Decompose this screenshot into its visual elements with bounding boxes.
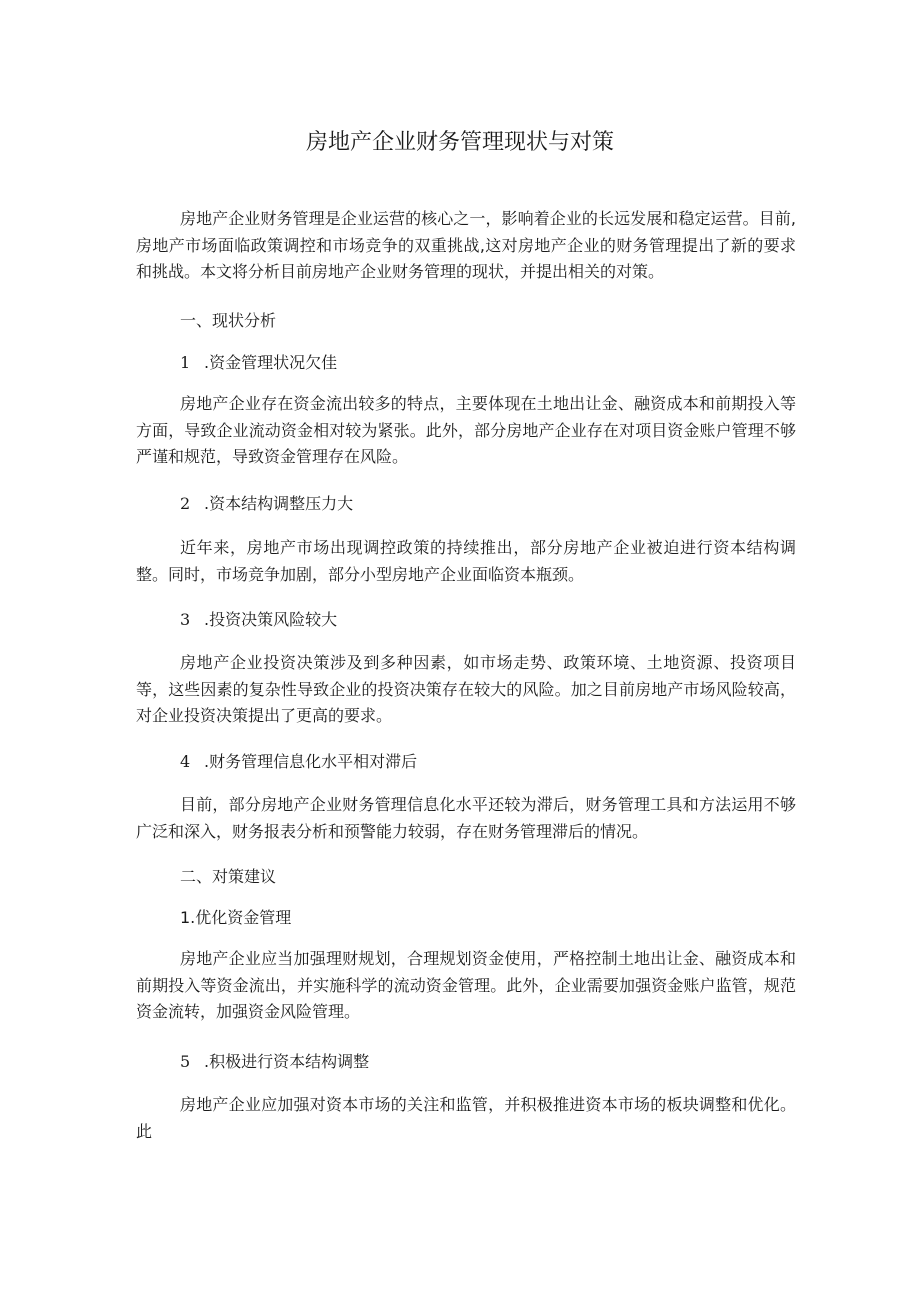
paragraph-optimize-funds: 房地产企业应当加强理财规划，合理规划资金使用，严格控制土地出让金、融资成本和前期投入等资金流出，并实施科学的流动资金管理。此外，企业需要加强资金账户监管，规范资金流转，加强资金风险管理。 — [136, 949, 796, 1021]
subheading-number: 3 — [180, 610, 191, 629]
subheading-number: 1 — [180, 353, 191, 372]
paragraph-funds: 房地产企业存在资金流出较多的特点，主要体现在土地出让金、融资成本和前期投入等方面，导致企业流动资金相对较为紧张。此外，部分房地产企业存在对项目资金账户管理不够严谨和规范，导致资金管理存在风险。 — [136, 394, 796, 466]
subheading-text: .资本结构调整压力大 — [204, 494, 354, 513]
section-heading-suggestions: 二、对策建议 — [180, 867, 277, 886]
paragraph-capital-adjustment: 房地产企业应加强对资本市场的关注和监管，并积极推进资本市场的板块调整和优化。此 — [136, 1095, 796, 1141]
subheading-number: 4 — [180, 752, 191, 771]
subheading-text: .财务管理信息化水平相对滞后 — [204, 752, 418, 771]
paragraph-capital: 近年来，房地产市场出现调控政策的持续推出，部分房地产企业被迫进行资本结构调整。同时，市场竞争加剧，部分小型房地产企业面临资本瓶颈。 — [136, 538, 796, 584]
subheading-text: .资金管理状况欠佳 — [204, 353, 338, 372]
subheading-text: .积极进行资本结构调整 — [204, 1052, 370, 1071]
subheading-capital — [180, 491, 780, 517]
subheading-funds — [180, 350, 780, 376]
intro-paragraph: 房地产企业财务管理是企业运营的核心之一，影响着企业的长远发展和稳定运营。目前,房地产市场面临政策调控和市场竞争的双重挑战,这对房地产企业的财务管理提出了新的要求和挑战。本文将分析目前房地产企业财务管理的现状，并提出相关的对策。 — [136, 209, 796, 281]
paragraph-informatization: 目前，部分房地产企业财务管理信息化水平还较为滞后，财务管理工具和方法运用不够广泛和深入，财务报表分析和预警能力较弱，存在财务管理滞后的情况。 — [136, 795, 796, 841]
subheading-informatization — [180, 749, 780, 775]
subheading-number: 5 — [180, 1052, 191, 1071]
document-title: 房地产企业财务管理现状与对策 — [305, 130, 614, 155]
paragraph-investment: 房地产企业投资决策涉及到多种因素，如市场走势、政策环境、土地资源、投资项目等，这些因素的复杂性导致企业的投资决策存在较大的风险。加之目前房地产市场风险较高，对企业投资决策提出了更高的要求。 — [136, 653, 796, 725]
subheading-optimize-funds: 1.优化资金管理 — [180, 908, 292, 927]
subheading-investment — [180, 607, 780, 633]
subheading-capital-adjustment — [180, 1049, 780, 1075]
section-heading-status: 一、现状分析 — [180, 311, 277, 330]
subheading-number: 2 — [180, 494, 191, 513]
subheading-text: .投资决策风险较大 — [204, 610, 338, 629]
